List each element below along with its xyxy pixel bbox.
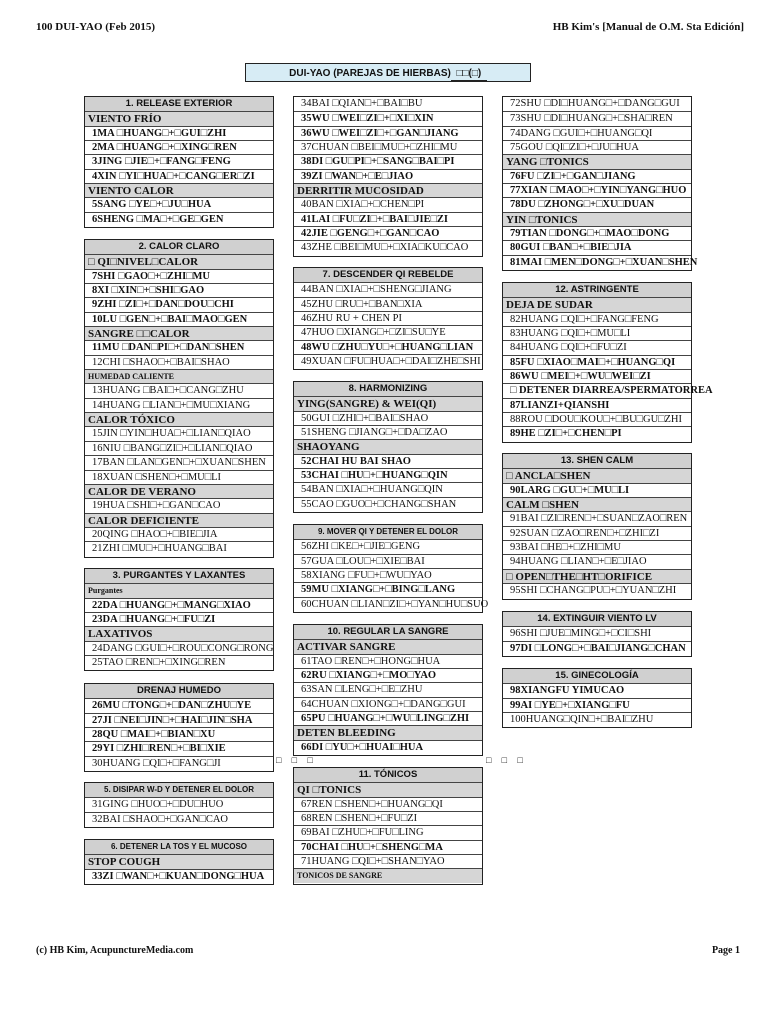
herb-pair-row: 71HUANG □QI□+□SHAN□YAO — [294, 854, 482, 868]
section-1-1 — [293, 267, 483, 370]
herb-pair-row: 72SHU □DI□HUANG□+□DANG□GUI — [510, 98, 680, 109]
herb-pair-row: 56ZHI □KE□+□JIE□GENG — [294, 539, 482, 553]
section-heading: 9. MOVER QI Y DETENER EL DOLOR — [294, 525, 482, 539]
herb-pair-row: 34BAI □QIAN□+□BAI□BU — [301, 98, 423, 109]
subheading: CALM □SHEN — [503, 497, 691, 511]
herb-pair-row: 17BAN □LAN□GEN□+□XUAN□SHEN — [85, 455, 273, 469]
herb-pair-row: 31GING □HUO□+□DU□HUO — [85, 797, 273, 811]
herb-pair-row: 43ZHE □BEI□MU□+□XIA□KU□CAO — [294, 240, 482, 254]
section-2-3 — [502, 611, 692, 657]
herb-pair-row: 23DA □HUANG□+□FU□ZI — [85, 612, 273, 626]
herb-pair-row: 66DI □YU□+□HUAI□HUA — [294, 740, 482, 754]
subheading: YIN □TONICS — [503, 212, 691, 226]
stray-glyphs-a: □ □ □ — [276, 755, 317, 765]
herb-pair-row: 52CHAI HU BAI SHAO — [294, 454, 482, 468]
subheading: TONICOS DE SANGRE — [294, 868, 482, 882]
herb-pair-row: 65PU □HUANG□+□WU□LING□ZHI — [294, 711, 482, 725]
herb-pair-row: 36WU □WEI□ZI□+□GAN□JIANG — [294, 126, 482, 140]
herb-pair-row: 4XIN □YI□HUA□+□CANG□ER□ZI — [85, 169, 273, 183]
subheading: SHAOYANG — [294, 439, 482, 453]
herb-pair-row: 62RU □XIANG□+□MO□YAO — [294, 668, 482, 682]
footer-right: Page 1 — [711, 945, 740, 956]
herb-pair-row: 32BAI □SHAO□+□GAN□CAO — [85, 812, 273, 826]
section-heading: 11. TÓNICOS — [294, 768, 482, 782]
herb-pair-row: 47HUO □XIANG□+□ZI□SU□YE — [294, 325, 482, 339]
footer-left: (c) HB Kim, AcupunctureMedia.com — [36, 945, 194, 956]
stray-glyphs-b: □ □ □ — [486, 755, 527, 765]
herb-pair-row: 96SHI □JUE□MING□+□CI□SHI — [503, 626, 691, 640]
subheading: QI □TONICS — [294, 782, 482, 796]
herb-pair-row: 97DI □LONG□+□BAI□JIANG□CHAN — [503, 641, 691, 655]
herb-pair-row: 19HUA □SHI□+□GAN□CAO — [85, 498, 273, 512]
section-heading: 13. SHEN CALM — [503, 454, 691, 468]
herb-pair-row: 63SAN □LENG□+□E□ZHU — [294, 682, 482, 696]
herb-pair-row: 33ZI □WAN□+□KUAN□DONG□HUA — [85, 869, 273, 883]
header-left: 100 DUI-YAO (Feb 2015) — [36, 21, 156, 33]
herb-pair-row: 38DI □GU□PI□+□SANG□BAI□PI — [294, 154, 482, 168]
subheading: YANG □TONICS — [503, 154, 691, 168]
subheading: ACTIVAR SANGRE — [294, 639, 482, 653]
herb-pair-row: 67REN □SHEN□+□HUANG□QI — [294, 797, 482, 811]
subheading: LAXATIVOS — [85, 626, 273, 640]
herb-pair-row: □ DETENER DIARREA/SPERMATORREA — [503, 383, 691, 397]
herb-pair-row: 78DU □ZHONG□+□XU□DUAN — [503, 197, 691, 211]
section-heading: 3. PURGANTES Y LAXANTES — [85, 569, 273, 583]
title-cjk: □□(□) — [451, 68, 487, 81]
section-heading: 7. DESCENDER QI REBELDE — [294, 268, 482, 282]
herb-pair-row: 11MU □DAN□PI□+□DAN□SHEN — [85, 340, 273, 354]
herb-pair-row: 26MU □TONG□+□DAN□ZHU□YE — [85, 698, 273, 712]
herb-pair-row: 18XUAN □SHEN□+□MU□LI — [85, 470, 273, 484]
herb-pair-row: 44BAN □XIA□+□SHENG□JIANG — [294, 282, 482, 296]
herb-pair-row: 91BAI □ZI□REN□+□SUAN□ZAO□REN — [503, 511, 691, 525]
section-2-0 — [502, 96, 698, 271]
herb-pair-row: 14HUANG □LIAN□+□MU□XIANG — [85, 398, 273, 412]
herb-pair-row: 75GOU □QI□ZI□+□JU□HUA — [503, 140, 691, 154]
herb-pair-row: 93BAI □HE□+□ZHI□MU — [503, 540, 691, 554]
section-0-2 — [84, 568, 274, 671]
subheading: □ ANCLA□SHEN — [503, 468, 691, 482]
herb-pair-row: 90LARG □GU□+□MU□LI — [503, 483, 691, 497]
subheading: HUMEDAD CALIENTE — [85, 369, 273, 383]
herb-pair-row: 9ZHI □ZI□+□DAN□DOU□CHI — [85, 297, 273, 311]
herb-pair-row: 27JI □NEI□JIN□+□HAI□JIN□SHA — [85, 713, 273, 727]
herb-pair-row: 87LIANZI+QIANSHI — [503, 398, 691, 412]
herb-pair-row: 59MU □XIANG□+□BING□LANG — [294, 582, 482, 596]
herb-pair-row: 49XUAN □FU□HUA□+□DAI□ZHE□SHI — [294, 354, 482, 368]
herb-pair-row: 81MAI □MEN□DONG□+□XUAN□SHEN — [503, 255, 691, 269]
herb-pair-row: 48WU □ZHU□YU□+□HUANG□LIAN — [294, 340, 482, 354]
subheading: DERRITIR MUCOSIDAD — [294, 183, 482, 197]
section-heading: 6. DETENER LA TOS Y EL MUCOSO — [85, 840, 273, 854]
herb-pair-row: 58XIANG □FU□+□WU□YAO — [294, 568, 482, 582]
herb-pair-row: 25TAO □REN□+□XING□REN — [85, 655, 273, 669]
herb-pair-row: 39ZI □WAN□+□E□JIAO — [294, 169, 482, 183]
herb-pair-row: 15JIN □YIN□HUA□+□LIAN□QIAO — [85, 426, 273, 440]
herb-pair-row: 60CHUAN □LIAN□ZI□+□YAN□HU□SUO — [294, 597, 482, 611]
herb-pair-row: 85FU □XIAO□MAI□+□HUANG□QI — [503, 355, 691, 369]
section-heading: 5. DISIPAR W-D Y DETENER EL DOLOR — [85, 783, 273, 797]
herb-pair-row: 21ZHI □MU□+□HUANG□BAI — [85, 541, 273, 555]
herb-pair-row: 16NIU □BANG□ZI□+□LIAN□QIAO — [85, 441, 273, 455]
herb-pair-row: 28QU □MAI□+□BIAN□XU — [85, 727, 273, 741]
subheading: □ QI□NIVEL□CALOR — [85, 254, 273, 268]
herb-pair-row: 51SHENG □JIANG□+□DA□ZAO — [294, 425, 482, 439]
section-1-5 — [293, 767, 483, 885]
herb-pair-row: 70CHAI □HU□+□SHENG□MA — [294, 840, 482, 854]
herb-pair-row: 83HUANG □QI□+□MU□LI — [503, 326, 691, 340]
herb-pair-row: 30HUANG □QI□+□FANG□JI — [85, 756, 273, 770]
herb-pair-row: 40BAN □XIA□+□CHEN□PI — [294, 197, 482, 211]
section-heading: DRENAJ HUMEDO — [85, 684, 273, 698]
herb-pair-row: 5SANG □YE□+□JU□HUA — [85, 197, 273, 211]
herb-pair-row: 45ZHU □RU□+□BAN□XIA — [294, 297, 482, 311]
herb-pair-row: 79TIAN □DONG□+□MAO□DONG — [503, 226, 691, 240]
herb-pair-row: 57GUA □LOU□+□XIE□BAI — [294, 554, 482, 568]
herb-pair-row: 41LAI □FU□ZI□+□BAI□JIE□ZI — [294, 212, 482, 226]
subheading: Purgantes — [85, 583, 273, 597]
herb-pair-row: 55CAO □GUO□+□CHANG□SHAN — [294, 497, 482, 511]
herb-pair-row: 98XIANGFU YIMUCAO — [503, 683, 691, 697]
section-0-4 — [84, 782, 274, 828]
page-title — [245, 63, 531, 82]
subheading: DETEN BLEEDING — [294, 725, 482, 739]
subheading: CALOR DE VERANO — [85, 484, 273, 498]
section-0-3 — [84, 683, 274, 772]
herb-pair-row: 69BAI □ZHU□+□FU□LING — [294, 825, 482, 839]
section-2-4 — [502, 668, 692, 728]
section-heading: 12. ASTRINGENTE — [503, 283, 691, 297]
herb-pair-row: 88ROU □DOU□KOU□+□BU□GU□ZHI — [503, 412, 691, 426]
subheading: VIENTO FRÍO — [85, 111, 273, 125]
herb-pair-row: 13HUANG □BAI□+□CANG□ZHU — [85, 383, 273, 397]
herb-pair-row: 84HUANG □QI□+□FU□ZI — [503, 340, 691, 354]
herb-pair-row: 24DANG □GUI□+□ROU□CONG□RONG — [85, 641, 273, 655]
section-1-3 — [293, 524, 489, 613]
herb-pair-row: 42JIE □GENG□+□GAN□CAO — [294, 226, 482, 240]
section-0-1 — [84, 239, 274, 558]
subheading: VIENTO CALOR — [85, 183, 273, 197]
herb-pair-row: 10LU □GEN□+□BAI□MAO□GEN — [85, 312, 273, 326]
herb-pair-row: 95SHI □CHANG□PU□+□YUAN□ZHI — [503, 583, 691, 597]
subheading: CALOR DEFICIENTE — [85, 513, 273, 527]
title-text: DUI-YAO (PAREJAS DE HIERBAS) — [289, 68, 451, 79]
section-1-2 — [293, 381, 483, 513]
herb-pair-row: 73SHU □DI□HUANG□+□SHA□REN — [503, 111, 691, 125]
herb-pair-row: 29YI □ZHI□REN□+□BI□XIE — [85, 741, 273, 755]
section-2-2 — [502, 453, 692, 600]
herb-pair-row: 68REN □SHEN□+□FU□ZI — [294, 811, 482, 825]
herb-pair-row: 6SHENG □MA□+□GE□GEN — [85, 212, 273, 226]
section-heading: 15. GINECOLOGÍA — [503, 669, 691, 683]
herb-pair-row: 54BAN □XIA□+□HUANG□QIN — [294, 482, 482, 496]
section-heading: 1. RELEASE EXTERIOR — [85, 97, 273, 111]
herb-pair-row: 35WU □WEI□ZI□+□XI□XIN — [294, 111, 482, 125]
herb-pair-row: 22DA □HUANG□+□MANG□XIAO — [85, 598, 273, 612]
herb-pair-row: 61TAO □REN□+□HONG□HUA — [294, 654, 482, 668]
herb-pair-row: 77XIAN □MAO□+□YIN□YANG□HUO — [503, 183, 691, 197]
subheading: □ OPEN□THE□HT□ORIFICE — [503, 569, 691, 583]
subheading: SANGRE □□CALOR — [85, 326, 273, 340]
herb-pair-row: 2MA □HUANG□+□XING□REN — [85, 140, 273, 154]
herb-pair-row: 99AI □YE□+□XIANG□FU — [503, 698, 691, 712]
herb-pair-row: 94HUANG □LIAN□+□E□JIAO — [503, 554, 691, 568]
section-heading: 2. CALOR CLARO — [85, 240, 273, 254]
herb-pair-row: 1MA □HUANG□+□GUI□ZHI — [85, 126, 273, 140]
herb-pair-row: 37CHUAN □BEI□MU□+□ZHI□MU — [294, 140, 482, 154]
herb-pair-row: 100HUANG□QIN□+□BAI□ZHU — [503, 712, 691, 726]
herb-pair-row: 53CHAI □HU□+□HUANG□QIN — [294, 468, 482, 482]
section-1-0 — [293, 96, 483, 257]
herb-pair-row: 86WU □MEI□+□WU□WEI□ZI — [503, 369, 691, 383]
section-heading: 8. HARMONIZING — [294, 382, 482, 396]
herb-pair-row: 89HE □ZI□+□CHEN□PI — [503, 426, 691, 440]
header-right: HB Kim's [Manual de O.M. Sta Edición] — [552, 21, 744, 33]
herb-pair-row: 74DANG □GUI□+□HUANG□QI — [503, 126, 691, 140]
herb-pair-row: 8XI □XIN□+□SHI□GAO — [85, 283, 273, 297]
section-0-5 — [84, 839, 274, 885]
section-heading: 10. REGULAR LA SANGRE — [294, 625, 482, 639]
subheading: YING(SANGRE) & WEI(QI) — [294, 396, 482, 410]
herb-pair-row: 3JING □JIE□+□FANG□FENG — [85, 154, 273, 168]
subheading: STOP COUGH — [85, 854, 273, 868]
herb-pair-row: 20QING □HAO□+□BIE□JIA — [85, 527, 273, 541]
herb-pair-row: 64CHUAN □XIONG□+□DANG□GUI — [294, 697, 482, 711]
subheading: CALOR TÓXICO — [85, 412, 273, 426]
section-2-1 — [502, 282, 713, 443]
herb-pair-row: 82HUANG □QI□+□FANG□FENG — [503, 312, 691, 326]
subheading: DEJA DE SUDAR — [503, 297, 691, 311]
herb-pair-row: 80GUI □BAN□+□BIE□JIA — [503, 240, 691, 254]
herb-pair-row: 50GUI □ZHI□+□BAI□SHAO — [294, 411, 482, 425]
section-1-4 — [293, 624, 483, 756]
herb-pair-row: 76FU □ZI□+□GAN□JIANG — [503, 169, 691, 183]
herb-pair-row: 12CHI □SHAO□+□BAI□SHAO — [85, 355, 273, 369]
herb-pair-row: 7SHI □GAO□+□ZHI□MU — [85, 269, 273, 283]
section-0-0 — [84, 96, 274, 228]
herb-pair-row: 46ZHU RU + CHEN PI — [294, 311, 482, 325]
herb-pair-row: 92SUAN □ZAO□REN□+□ZHI□ZI — [503, 526, 691, 540]
section-heading: 14. EXTINGUIR VIENTO LV — [503, 612, 691, 626]
